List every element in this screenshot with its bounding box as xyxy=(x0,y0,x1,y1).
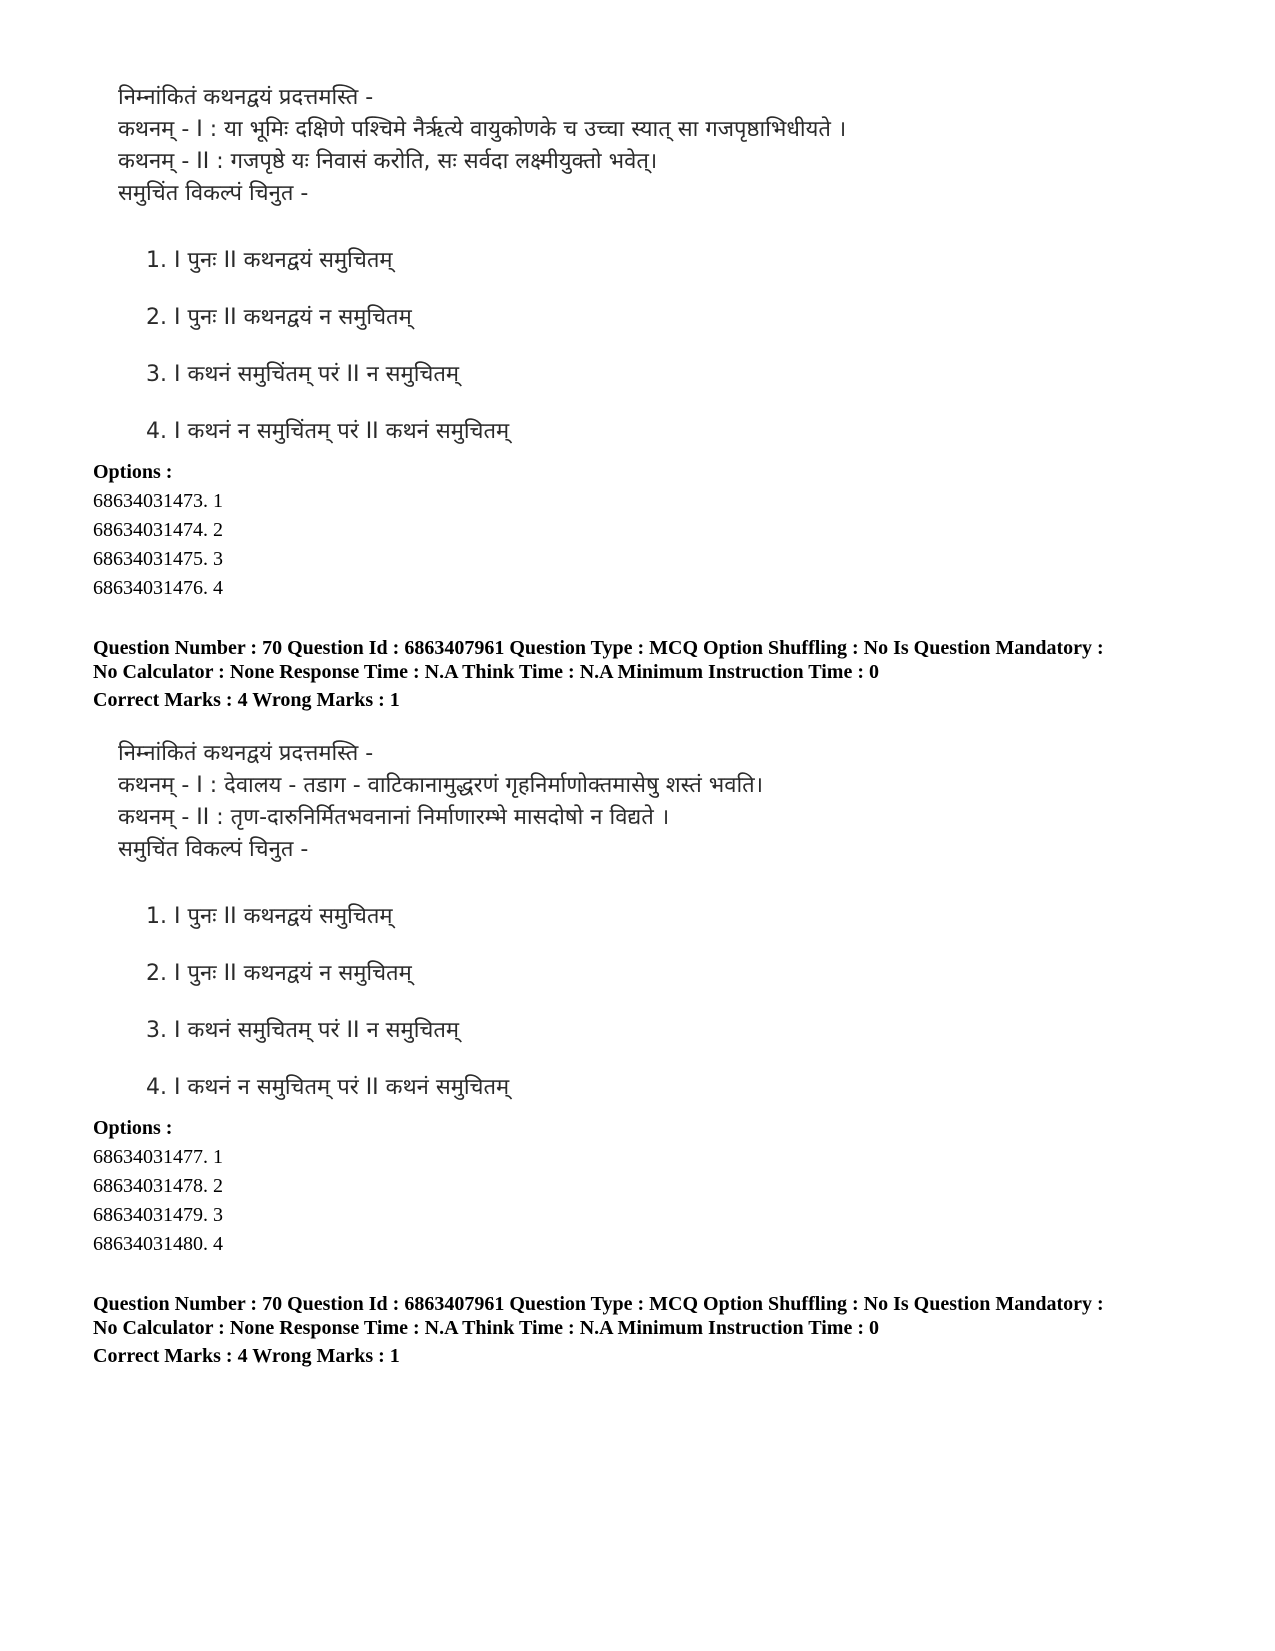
options-title: Options : xyxy=(93,1117,173,1139)
marks-line: Correct Marks : 4 Wrong Marks : 1 xyxy=(93,689,400,711)
statement-1: कथनम् - I : या भूमिः दक्षिणे पश्चिमे नैर्ऋत्ये वायुकोणके च उच्चा स्यात् सा गजपृष्ठाभिधीयते । xyxy=(118,117,847,142)
statement-instruction: समुचिंत विकल्पं चिनुत - xyxy=(118,837,309,862)
meta-line-1: Question Number : 70 Question Id : 6863407961 Question Type : MCQ Option Shuffling : No Is Question Mandatory : xyxy=(93,637,1104,659)
choice-2: 2. I पुनः II कथनद्वयं न समुचितम् xyxy=(146,305,412,330)
question-70-options xyxy=(93,1114,223,1259)
question-69-options xyxy=(93,458,223,603)
option-item: 68634031474. 2 xyxy=(93,519,223,541)
statement-intro: निम्नांकितं कथनद्वयं प्रदत्तमस्ति - xyxy=(118,741,374,766)
meta-line-2: No Calculator : None Response Time : N.A Think Time : N.A Minimum Instruction Time : 0 xyxy=(93,1317,879,1339)
choice-4: 4. I कथनं न समुचितम् परं II कथनं समुचितम् xyxy=(146,1075,510,1100)
choice-3: 3. I कथनं समुचिंतम् परं II न समुचितम् xyxy=(146,362,460,387)
choice-1: 1. I पुनः II कथनद्वयं समुचितम् xyxy=(146,248,393,273)
question-70-meta xyxy=(93,636,1203,712)
option-item: 68634031473. 1 xyxy=(93,490,223,512)
statement-intro: निम्नांकितं कथनद्वयं प्रदत्तमस्ति - xyxy=(118,85,374,110)
meta-line-1: Question Number : 70 Question Id : 6863407961 Question Type : MCQ Option Shuffling : No Is Question Mandatory : xyxy=(93,1293,1104,1315)
choice-2: 2. I पुनः II कथनद्वयं न समुचितम् xyxy=(146,961,412,986)
choice-3: 3. I कथनं समुचितम् परं II न समुचितम् xyxy=(146,1018,460,1043)
question-70-statement-image xyxy=(110,738,970,1116)
option-item: 68634031479. 3 xyxy=(93,1204,223,1226)
meta-line-2: No Calculator : None Response Time : N.A Think Time : N.A Minimum Instruction Time : 0 xyxy=(93,661,879,683)
option-item: 68634031475. 3 xyxy=(93,548,223,570)
statement-1: कथनम् - I : देवालय - तडाग - वाटिकानामुद्धरणं गृहनिर्माणोक्तमासेषु शस्तं भवति। xyxy=(118,773,764,798)
option-item: 68634031477. 1 xyxy=(93,1146,223,1168)
option-item: 68634031478. 2 xyxy=(93,1175,223,1197)
option-item: 68634031476. 4 xyxy=(93,577,223,599)
choice-4: 4. I कथनं न समुचिंतम् परं II कथनं समुचितम् xyxy=(146,419,510,444)
question-69-statement-image xyxy=(110,82,970,460)
statement-2: कथनम् - II : गजपृष्ठे यः निवासं करोति, सः सर्वदा लक्ष्मीयुक्तो भवेत्। xyxy=(118,149,658,174)
choice-1: 1. I पुनः II कथनद्वयं समुचितम् xyxy=(146,904,393,929)
statement-2: कथनम् - II : तृण-दारुनिर्मितभवनानां निर्माणारम्भे मासदोषो न विद्यते । xyxy=(118,805,670,830)
options-title: Options : xyxy=(93,461,173,483)
marks-line: Correct Marks : 4 Wrong Marks : 1 xyxy=(93,1345,400,1367)
statement-instruction: समुचिंत विकल्पं चिनुत - xyxy=(118,181,309,206)
option-item: 68634031480. 4 xyxy=(93,1233,223,1255)
question-71-meta xyxy=(93,1292,1203,1368)
